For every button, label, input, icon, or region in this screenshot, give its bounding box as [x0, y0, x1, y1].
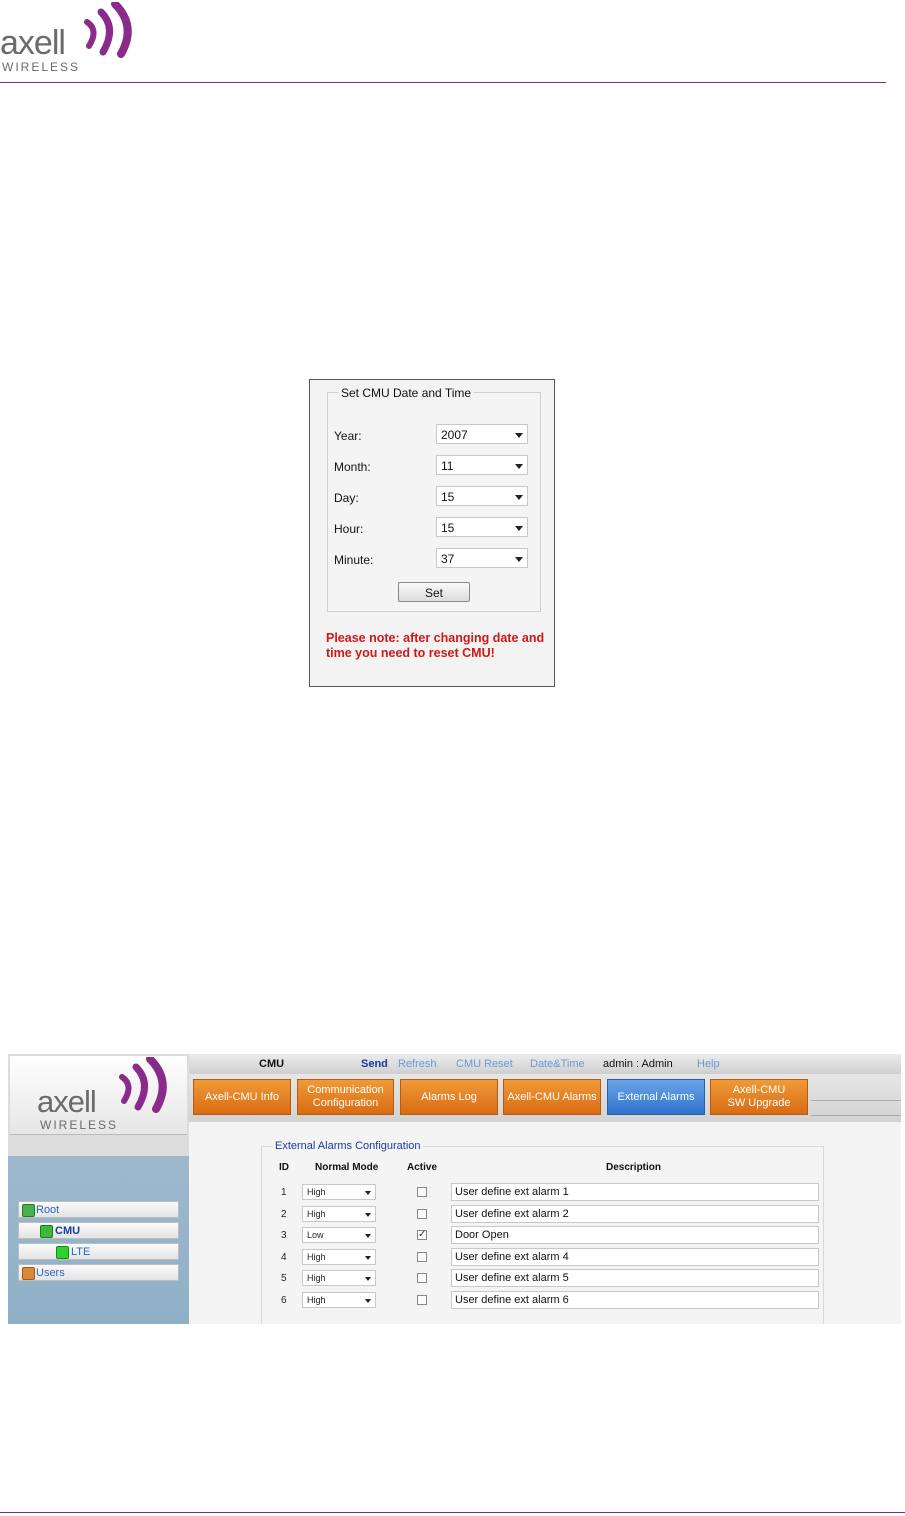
brand-name: axell — [0, 24, 65, 62]
row-id: 5 — [281, 1273, 287, 1284]
normal-mode-value: High — [307, 1209, 326, 1219]
footer-divider — [0, 1512, 905, 1513]
gui-brand-sub: WIRELESS — [40, 1118, 119, 1132]
chevron-down-icon — [515, 526, 523, 531]
set-button[interactable]: Set — [398, 582, 470, 602]
cmu-reset-link[interactable]: CMU Reset — [456, 1058, 513, 1070]
normal-mode-select[interactable] — [302, 1206, 376, 1222]
active-checkbox[interactable] — [417, 1209, 427, 1219]
chevron-down-icon — [365, 1213, 371, 1217]
description-value: User define ext alarm 5 — [455, 1272, 569, 1284]
tab-external-alarms[interactable]: External Alarms — [607, 1079, 705, 1115]
hour-select[interactable] — [436, 517, 528, 537]
description-input[interactable] — [451, 1226, 819, 1244]
lte-node-icon — [56, 1246, 69, 1259]
tab-alarms-log[interactable]: Alarms Log — [400, 1079, 498, 1115]
description-value: User define ext alarm 2 — [455, 1208, 569, 1220]
tab-axell-cmu-info[interactable]: Axell-CMU Info — [193, 1079, 291, 1115]
column-header-description: Description — [606, 1162, 662, 1173]
description-value: User define ext alarm 6 — [455, 1294, 569, 1306]
active-checkbox-checked[interactable]: ✓ — [418, 1229, 427, 1240]
web-gui-window — [8, 1054, 901, 1324]
tree-label-cmu: CMU — [55, 1225, 81, 1237]
hour-row — [334, 517, 534, 539]
minute-label: Minute: — [334, 553, 374, 567]
description-input[interactable] — [451, 1248, 819, 1266]
chevron-down-icon — [515, 495, 523, 500]
axell-arcs-icon — [116, 1057, 178, 1113]
date-time-dialog — [309, 379, 555, 687]
month-select[interactable] — [436, 455, 528, 475]
root-node-icon — [22, 1204, 35, 1217]
year-row — [334, 424, 534, 446]
column-header-normal-mode: Normal Mode — [315, 1162, 379, 1173]
navigation-tree — [8, 1156, 189, 1324]
minute-value: 37 — [441, 552, 455, 566]
row-id: 4 — [281, 1252, 287, 1263]
external-alarms-legend: External Alarms Configuration — [275, 1140, 421, 1152]
normal-mode-value: High — [307, 1273, 326, 1283]
tree-label-lte: LTE — [71, 1246, 91, 1258]
tree-item-users[interactable] — [18, 1264, 179, 1281]
brand-sub: WIRELESS — [2, 60, 81, 74]
device-title: CMU — [259, 1058, 285, 1070]
gui-sidebar — [8, 1054, 189, 1324]
header-divider — [0, 82, 886, 83]
normal-mode-select[interactable] — [302, 1270, 376, 1286]
normal-mode-value: High — [307, 1295, 326, 1305]
tree-item-root[interactable] — [18, 1201, 179, 1218]
active-checkbox[interactable] — [417, 1187, 427, 1197]
chevron-down-icon — [365, 1234, 371, 1238]
chevron-down-icon — [365, 1256, 371, 1260]
hour-value: 15 — [441, 521, 455, 535]
month-label: Month: — [334, 460, 371, 474]
gui-top-bar — [189, 1054, 901, 1075]
chevron-down-icon — [365, 1299, 371, 1303]
tree-item-lte[interactable] — [18, 1243, 179, 1260]
gui-logo — [10, 1056, 187, 1135]
active-checkbox[interactable] — [417, 1252, 427, 1262]
date-time-fieldset — [327, 386, 541, 612]
gui-brand-name: axell — [37, 1084, 96, 1119]
tab-bar-decoration — [811, 1100, 901, 1116]
normal-mode-value: Low — [307, 1230, 324, 1240]
normal-mode-value: High — [307, 1252, 326, 1262]
normal-mode-select[interactable] — [302, 1249, 376, 1265]
tab-axell-cmu-sw-upgrade[interactable]: Axell-CMU SW Upgrade — [710, 1079, 808, 1115]
day-row — [334, 486, 534, 508]
fieldset-legend: Set CMU Date and Time — [338, 386, 474, 400]
send-link[interactable]: Send — [361, 1058, 388, 1070]
external-alarms-panel — [189, 1122, 901, 1324]
axell-arcs-icon — [83, 2, 141, 58]
date-time-link[interactable]: Date&Time — [530, 1058, 585, 1070]
reset-warning: Please note: after changing date and time you need to reset CMU! — [326, 631, 545, 660]
description-value: User define ext alarm 4 — [455, 1251, 569, 1263]
chevron-down-icon — [515, 433, 523, 438]
description-input[interactable] — [451, 1183, 819, 1201]
column-header-active: Active — [407, 1162, 438, 1173]
row-id: 6 — [281, 1295, 287, 1306]
description-input[interactable] — [451, 1291, 819, 1309]
help-link[interactable]: Help — [697, 1058, 720, 1070]
chevron-down-icon — [365, 1277, 371, 1281]
minute-select[interactable] — [436, 548, 528, 568]
day-select[interactable] — [436, 486, 528, 506]
user-indicator: admin : Admin — [603, 1058, 673, 1070]
normal-mode-select[interactable] — [302, 1184, 376, 1200]
tree-label-users: Users — [36, 1267, 65, 1279]
row-id: 1 — [281, 1187, 287, 1198]
tree-label-root: Root — [36, 1204, 60, 1216]
hour-label: Hour: — [334, 522, 364, 536]
cmu-node-icon — [40, 1225, 53, 1238]
row-id: 3 — [281, 1230, 287, 1241]
chevron-down-icon — [515, 557, 523, 562]
page-logo — [0, 0, 150, 78]
year-label: Year: — [334, 429, 362, 443]
users-icon — [22, 1267, 35, 1280]
description-input[interactable] — [451, 1205, 819, 1223]
chevron-down-icon — [515, 464, 523, 469]
tab-axell-cmu-alarms[interactable]: Axell-CMU Alarms — [503, 1079, 601, 1115]
normal-mode-value: High — [307, 1187, 326, 1197]
description-input[interactable] — [451, 1269, 819, 1287]
month-value: 11 — [441, 459, 454, 473]
normal-mode-select[interactable] — [302, 1292, 376, 1308]
tree-item-cmu[interactable] — [18, 1222, 179, 1239]
description-value: Door Open — [455, 1229, 509, 1241]
year-value: 2007 — [441, 428, 468, 442]
day-value: 15 — [441, 490, 455, 504]
month-row — [334, 455, 534, 477]
year-select[interactable] — [436, 424, 528, 444]
tab-communication-configuration[interactable]: Communication Configuration — [297, 1079, 394, 1115]
gui-tab-bar — [189, 1074, 901, 1122]
normal-mode-select[interactable] — [302, 1227, 376, 1243]
minute-row — [334, 548, 534, 570]
description-value: User define ext alarm 1 — [455, 1186, 569, 1198]
chevron-down-icon — [365, 1191, 371, 1195]
column-header-id: ID — [279, 1162, 289, 1173]
refresh-link[interactable]: Refresh — [398, 1058, 437, 1070]
row-id: 2 — [281, 1209, 287, 1220]
day-label: Day: — [334, 491, 359, 505]
active-checkbox[interactable] — [417, 1273, 427, 1283]
active-checkbox[interactable] — [417, 1295, 427, 1305]
